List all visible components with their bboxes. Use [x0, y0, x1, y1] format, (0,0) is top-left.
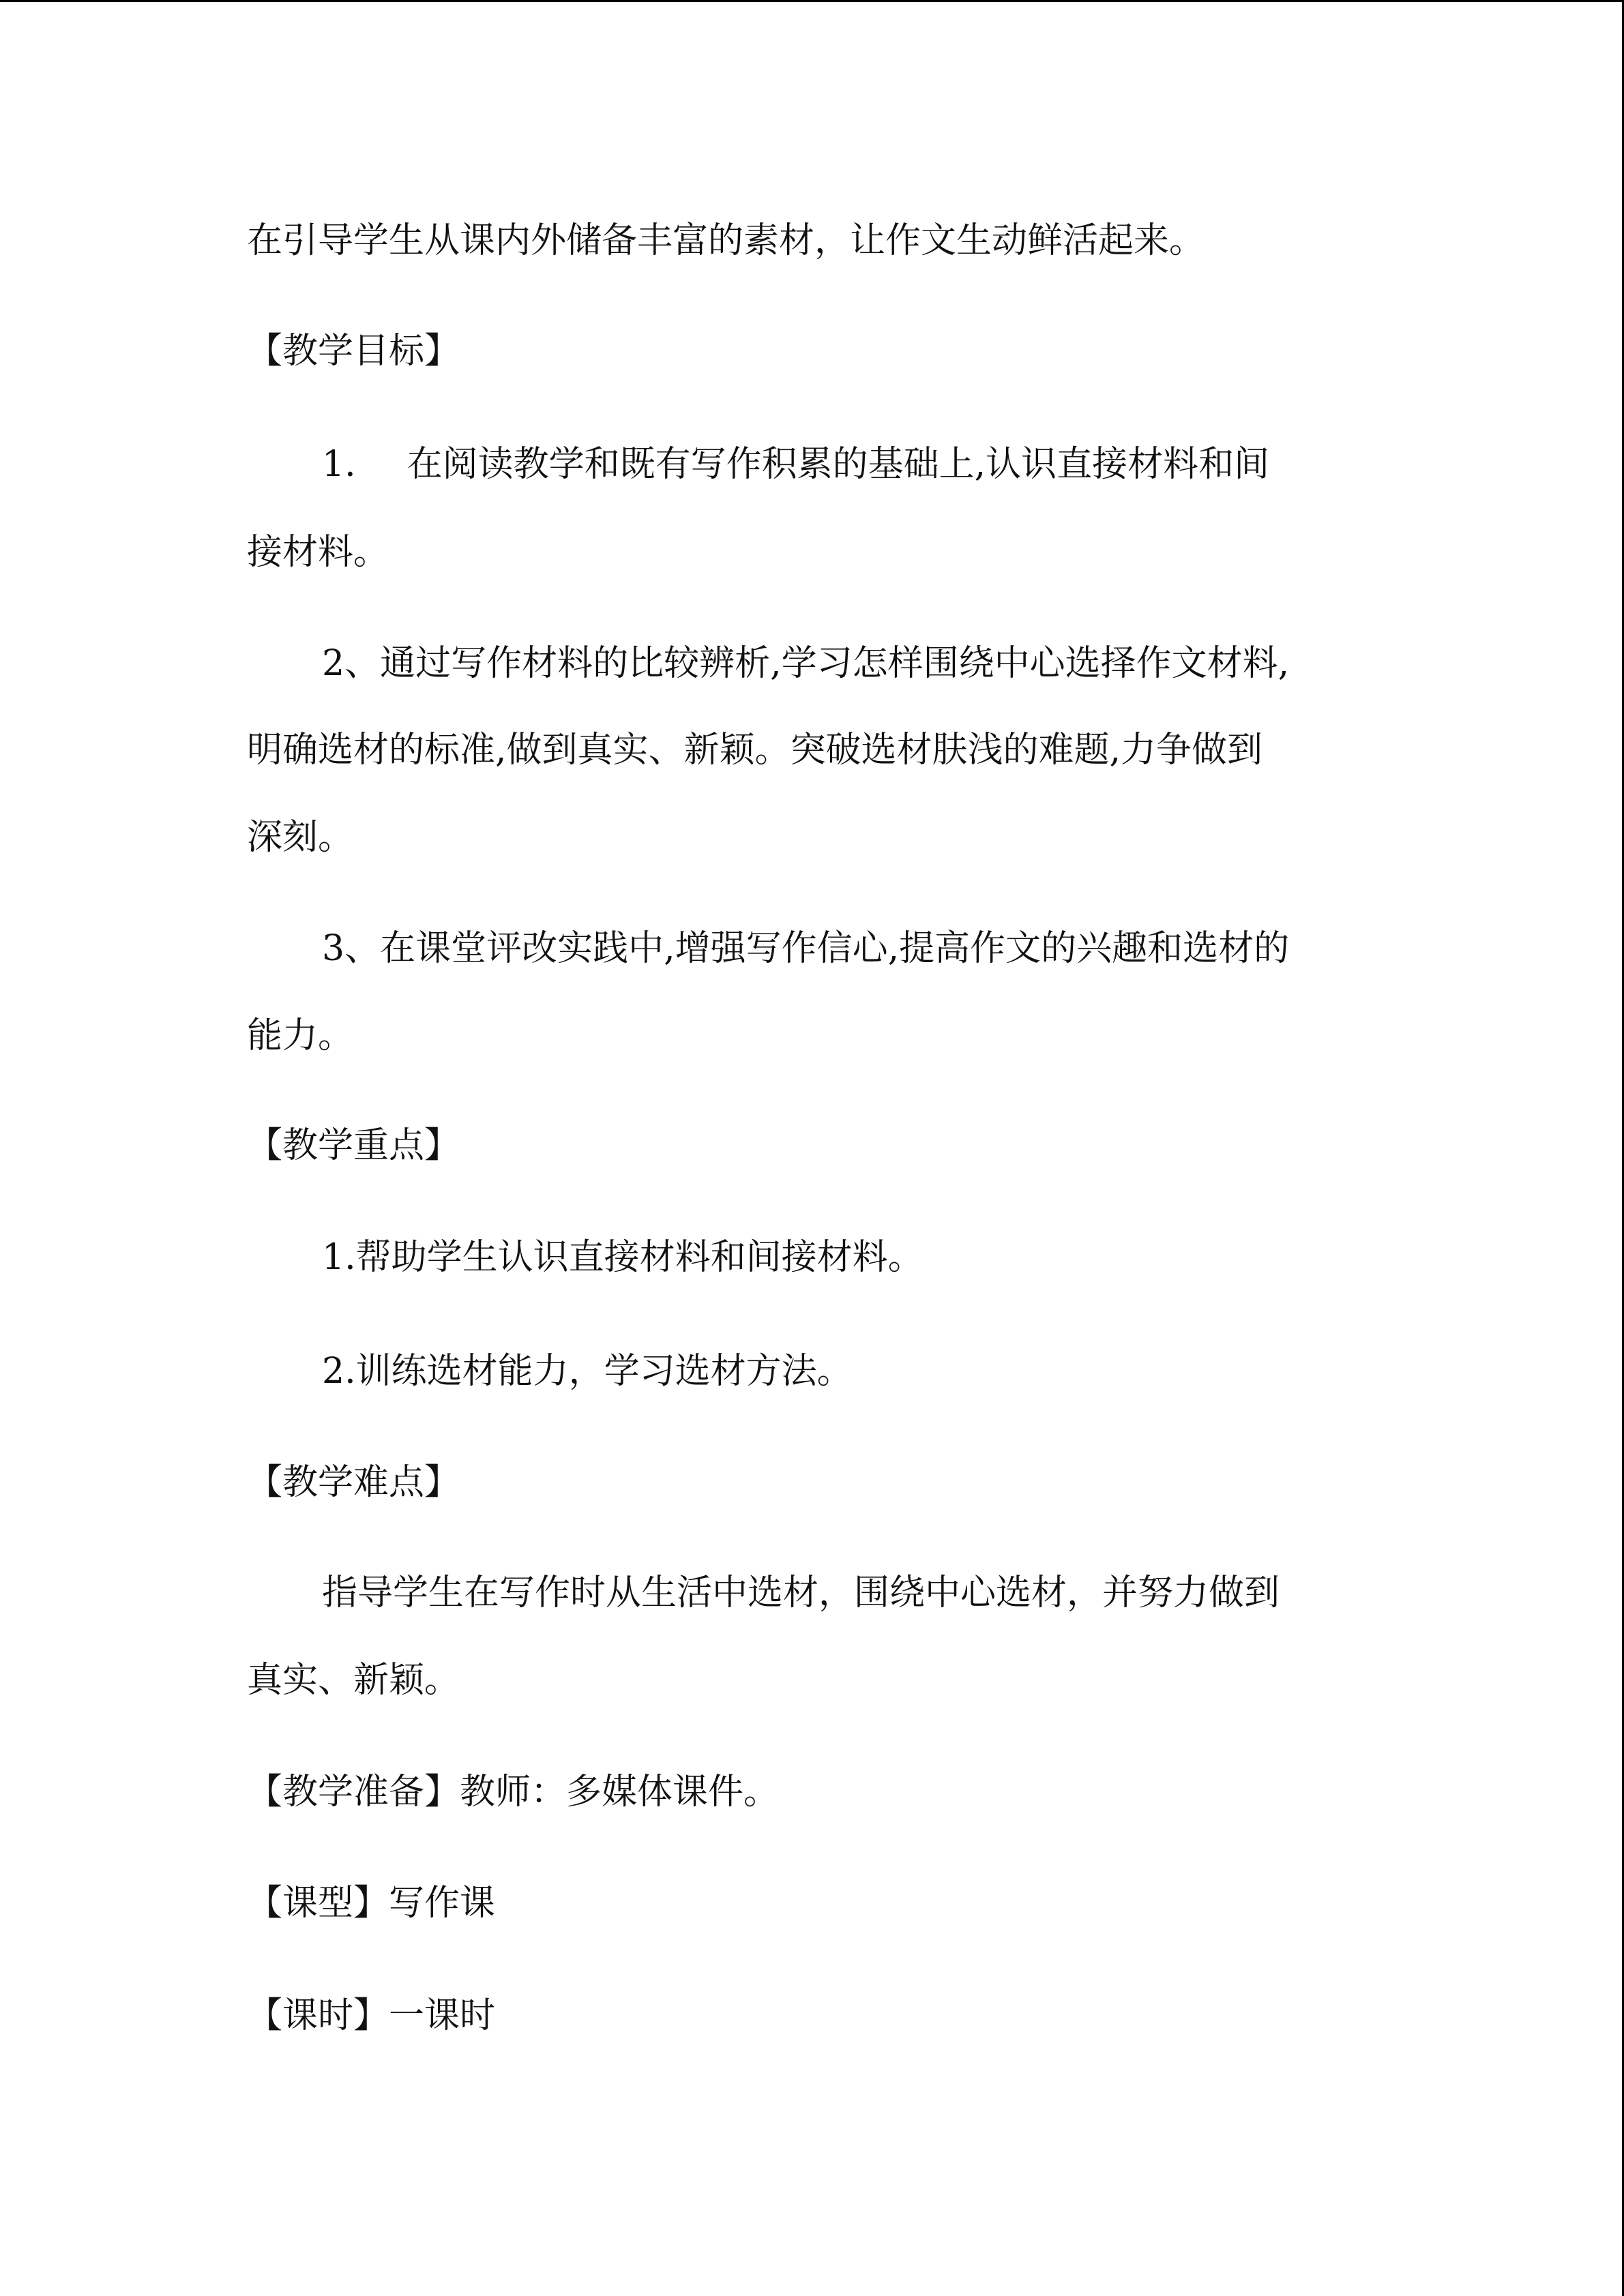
goal-3-line-2: 能力。 [247, 1015, 354, 1056]
key-point-1: 1.帮助学生认识直接材料和间接材料。 [322, 1237, 924, 1278]
goals-heading: 【教学目标】 [247, 331, 460, 372]
goal-3-line-1: 3、在课堂评改实践中,增强写作信心,提高作文的兴趣和选材的 [322, 928, 1290, 969]
goal-2-line-3: 深刻。 [247, 817, 354, 858]
goal-1-line-2: 接材料。 [247, 532, 389, 573]
difficulty-line-1: 指导学生在写作时从生活中选材，围绕中心选材，并努力做到 [322, 1572, 1280, 1613]
lesson-type-line: 【课型】写作课 [247, 1883, 496, 1924]
lesson-time-line: 【课时】一课时 [247, 1995, 496, 2036]
key-points-heading: 【教学重点】 [247, 1125, 460, 1166]
difficulty-line-2: 真实、新颖。 [247, 1660, 460, 1701]
goal-2-line-1: 2、通过写作材料的比较辨析,学习怎样围绕中心选择作文材料, [322, 643, 1290, 684]
goal-1-text: 在阅读教学和既有写作积累的基础上,认识直接材料和间 [407, 444, 1270, 485]
key-point-2: 2.训练选材能力，学习选材方法。 [322, 1351, 853, 1392]
difficulty-heading: 【教学难点】 [247, 1462, 460, 1503]
goal-1-line-1 [322, 441, 1269, 488]
intro-paragraph-tail: 在引导学生从课内外储备丰富的素材，让作文生动鲜活起来。 [247, 220, 1205, 261]
preparation-line: 【教学准备】教师：多媒体课件。 [247, 1772, 780, 1813]
goal-1-number: 1. [322, 444, 356, 485]
goal-2-line-2: 明确选材的标准,做到真实、新颖。突破选材肤浅的难题,力争做到 [247, 730, 1263, 771]
